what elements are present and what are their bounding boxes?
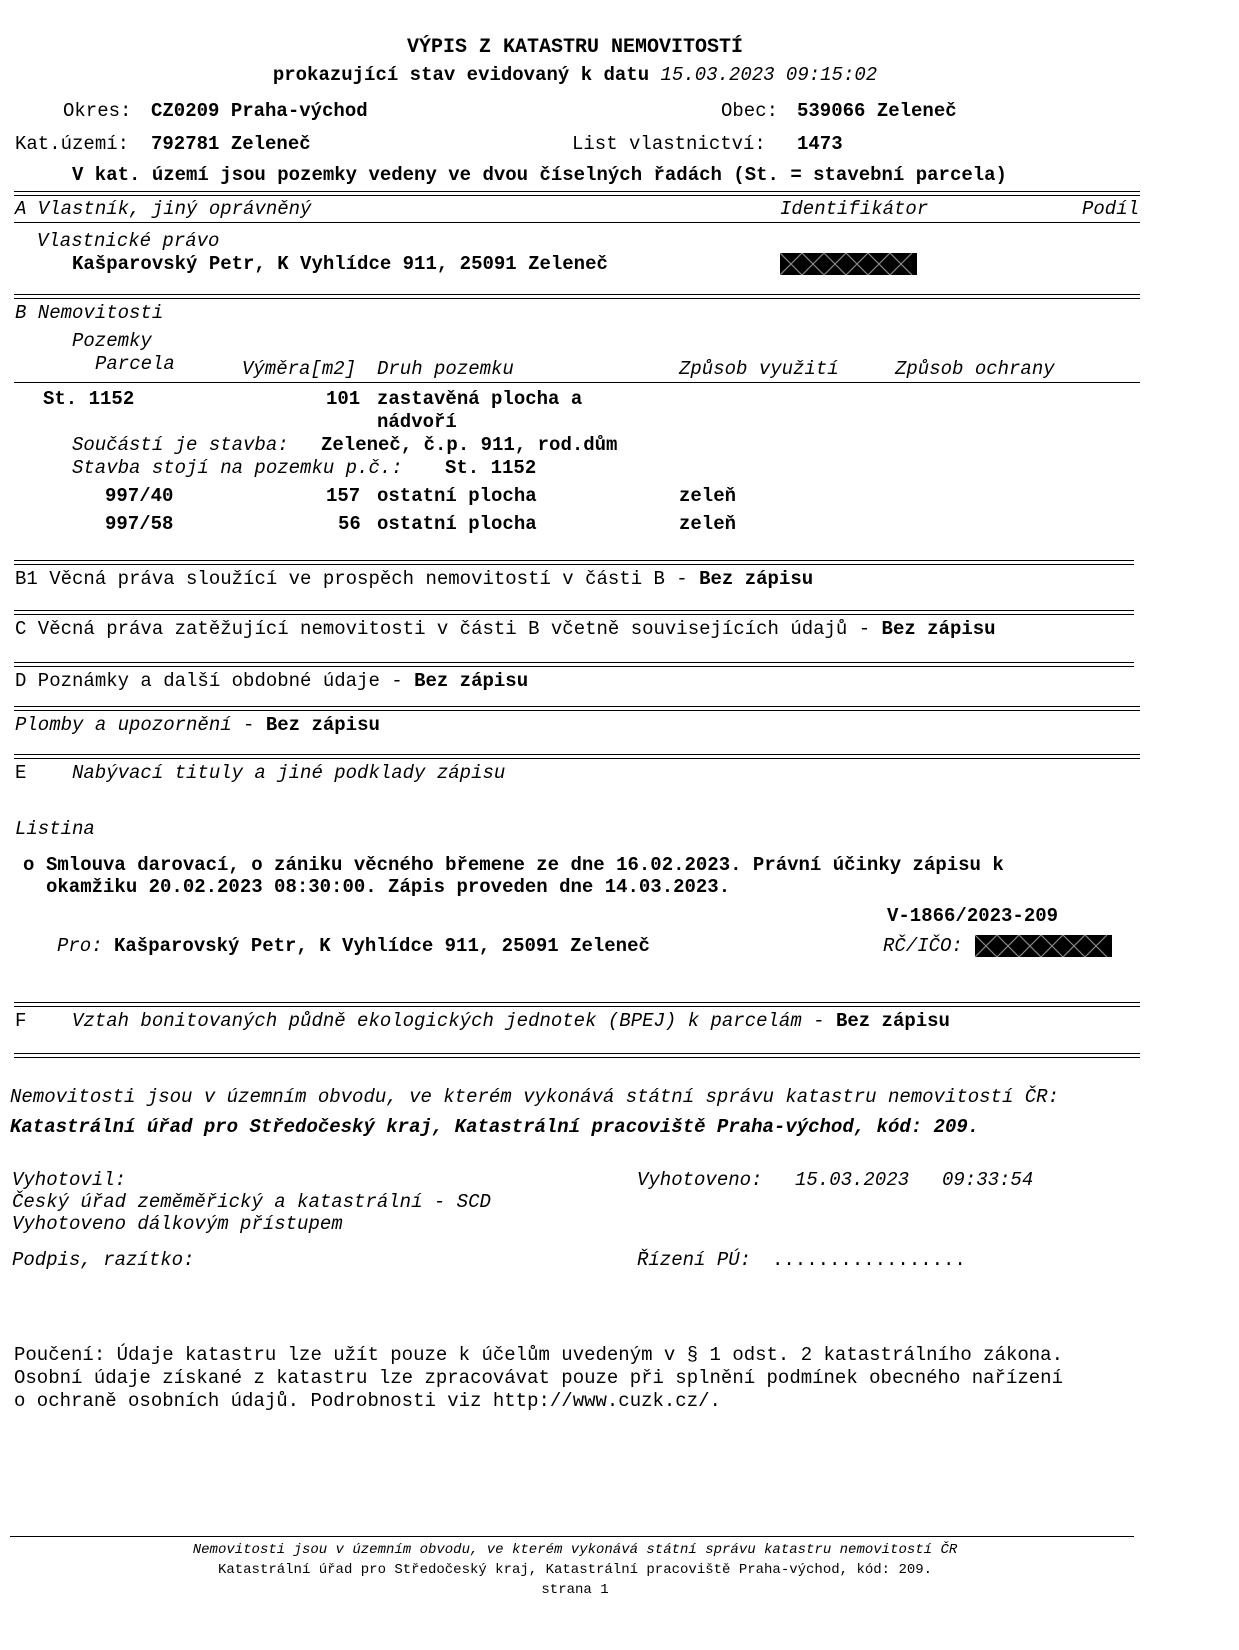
building-label: Součástí je stavba: [72, 434, 289, 456]
rc-label: RČ/IČO: [883, 935, 963, 957]
divider [14, 294, 1140, 299]
section-c-text: C Věcná práva zatěžující nemovitosti v části B včetně souvisejících údajů - [15, 618, 871, 640]
row1-parcel: St. 1152 [43, 388, 135, 410]
footer-line2: Katastrální úřad pro Středočeský kraj, Katastrální pracoviště Praha-východ, kód: 209. [217, 1562, 933, 1578]
lv-value: 1473 [797, 133, 843, 155]
redacted-identifier [780, 253, 917, 275]
plomby-dash: - [243, 714, 255, 736]
signature-label: Podpis, razítko: [12, 1249, 195, 1271]
col-kind: Druh pozemku [377, 358, 514, 380]
divider [14, 662, 1134, 667]
stands-value: St. 1152 [445, 457, 537, 479]
document-title: VÝPIS Z KATASTRU NEMOVITOSTÍ [406, 36, 744, 59]
divider [14, 222, 1140, 223]
section-f-row [72, 1010, 950, 1032]
divider [14, 754, 1140, 759]
section-e-letter: E [15, 762, 27, 784]
rizeni-value: ................. [772, 1249, 966, 1271]
plomby-text: Plomby a upozornění [15, 714, 232, 736]
obec-value: 539066 Zeleneč [797, 100, 957, 122]
parcel-series-note: V kat. území jsou pozemky vedeny ve dvou číselných řadách (St. = stavební parcela) [72, 164, 1007, 186]
row3-use: zeleň [679, 513, 737, 535]
divider [14, 1002, 1140, 1007]
col-identifier: Identifikátor [780, 198, 929, 220]
building-value: Zeleneč, č.p. 911, rod.dům [321, 434, 618, 456]
redaction-pattern-icon [975, 935, 1112, 957]
section-d-value: Bez zápisu [414, 670, 529, 692]
okres-value: CZ0209 Praha-východ [151, 100, 368, 122]
section-d-text: D Poznámky a další obdobné údaje - [15, 670, 403, 692]
rizeni-label: Řízení PÚ: [637, 1249, 752, 1271]
stands-label: Stavba stojí na pozemku p.č.: [72, 457, 403, 479]
col-protect: Způsob ochrany [895, 358, 1055, 380]
divider [14, 706, 1140, 711]
section-b1-value: Bez zápisu [699, 568, 814, 590]
divider [14, 191, 1140, 196]
divider [14, 560, 1134, 565]
made-when-label: Vyhotoveno: [637, 1169, 763, 1191]
divider [14, 382, 1140, 383]
section-c-row [15, 618, 996, 640]
pro-value: Kašparovský Petr, K Vyhlídce 911, 25091 Zeleneč [114, 935, 650, 957]
col-parcel: Parcela [95, 353, 175, 375]
section-f-letter: F [15, 1010, 27, 1032]
made-by-label: Vyhotovil: [12, 1169, 127, 1191]
section-a-label: A Vlastník, jiný oprávněný [15, 198, 312, 220]
footer-page: strana 1 [541, 1582, 609, 1598]
row3-area: 56 [338, 513, 361, 535]
section-d-row [15, 670, 528, 692]
obec-label: Obec: [721, 100, 779, 122]
listina-label: Listina [15, 818, 95, 840]
section-b-sub: Pozemky [72, 330, 152, 352]
made-when-date: 15.03.2023 [795, 1169, 910, 1191]
row2-use: zeleň [679, 485, 737, 507]
row3-kind: ostatní plocha [377, 513, 537, 535]
office-line1: Nemovitosti jsou v územním obvodu, ve kterém vykonává státní správu katastru nemovitostí ČR: [10, 1086, 1059, 1108]
row2-kind: ostatní plocha [377, 485, 537, 507]
made-by-line1: Český úřad zeměměřický a katastrální - SCD [12, 1191, 491, 1213]
notice-line3: o ochraně osobních údajů. Podrobnosti viz http://www.cuzk.cz/. [14, 1390, 721, 1412]
document-subtitle [0, 64, 1150, 86]
section-b1-row [15, 568, 813, 590]
row1-kind-line2: nádvoří [377, 411, 457, 433]
lv-label: List vlastnictví: [572, 133, 766, 155]
plomby-value: Bez zápisu [265, 714, 380, 736]
owner-name: Kašparovský Petr, K Vyhlídce 911, 25091 Zeleneč [72, 253, 608, 275]
divider [14, 1053, 1140, 1058]
doc-reference: V-1866/2023-209 [887, 905, 1059, 927]
office-line2: Katastrální úřad pro Středočeský kraj, Katastrální pracoviště Praha-východ, kód: 209. [10, 1116, 980, 1138]
section-e-text: Nabývací tituly a jiné podklady zápisu [72, 762, 506, 784]
made-when-time: 09:33:54 [942, 1169, 1034, 1191]
col-area: Výměra[m2] [242, 358, 357, 380]
subtitle-date: 15.03.2023 09:15:02 [660, 64, 878, 86]
col-share: Podíl [1082, 198, 1140, 220]
right-type: Vlastnické právo [37, 230, 220, 252]
divider [14, 610, 1134, 615]
notice-line2: Osobní údaje získané z katastru lze zpracovávat pouze při splnění podmínek obecného nařízení [14, 1367, 1063, 1389]
doc-line1: Smlouva darovací, o zániku věcného břemene ze dne 16.02.2023. Právní účinky zápisu k [46, 854, 1004, 876]
section-b-label: B Nemovitosti [15, 302, 164, 324]
footer-line1: Nemovitosti jsou v územním obvodu, ve kterém vykonává státní správu katastru nemovitostí ČR [192, 1542, 958, 1558]
section-f-text: Vztah bonitovaných půdně ekologických jednotek (BPEJ) k parcelám - [72, 1010, 825, 1032]
col-use: Způsob využití [679, 358, 839, 380]
footer-divider [10, 1536, 1134, 1537]
row2-area: 157 [326, 485, 361, 507]
okres-label: Okres: [63, 100, 132, 122]
subtitle-prefix: prokazující stav evidovaný k datu [272, 64, 650, 86]
redacted-rc [975, 935, 1112, 957]
plomby-row [15, 714, 380, 736]
row3-parcel: 997/58 [105, 513, 174, 535]
row1-area: 101 [326, 388, 361, 410]
section-b1-text: B1 Věcná práva sloužící ve prospěch nemovitostí v části B - [15, 568, 688, 590]
row2-parcel: 997/40 [105, 485, 174, 507]
made-by-line2: Vyhotoveno dálkovým přístupem [12, 1213, 343, 1235]
ku-label: Kat.území: [15, 133, 130, 155]
pro-label: Pro: [57, 935, 103, 957]
notice-line1: Poučení: Údaje katastru lze užít pouze k účelům uvedeným v § 1 odst. 2 katastrálního zákona. [14, 1344, 1063, 1366]
list-bullet: o [23, 854, 35, 876]
section-c-value: Bez zápisu [881, 618, 996, 640]
ku-value: 792781 Zeleneč [151, 133, 311, 155]
redaction-pattern-icon [780, 253, 917, 275]
section-f-value: Bez zápisu [835, 1010, 950, 1032]
row1-kind-line1: zastavěná plocha a [377, 388, 583, 410]
doc-line2: okamžiku 20.02.2023 08:30:00. Zápis proveden dne 14.03.2023. [46, 876, 731, 898]
